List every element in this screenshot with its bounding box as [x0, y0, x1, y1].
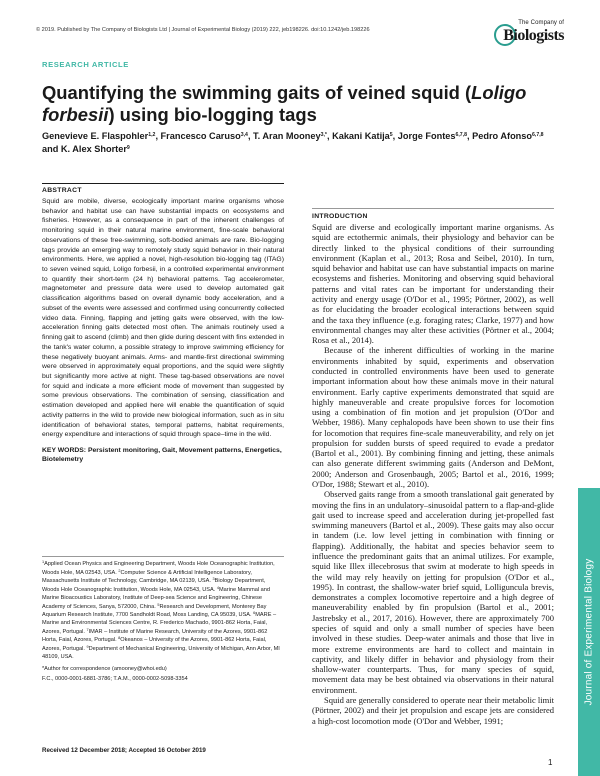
- logo-name-text: Biologists: [503, 27, 564, 44]
- author-affiliation-mark: 3,4: [240, 132, 248, 138]
- journal-side-tab: [578, 488, 600, 776]
- author-separator: and: [42, 144, 61, 155]
- author-name: Francesco Caruso: [160, 131, 241, 141]
- author-name: Pedro Afonso: [472, 131, 533, 141]
- affiliation-number: 9: [86, 645, 89, 650]
- title-prefix: Quantifying the swimming gaits of veined squid (: [42, 82, 472, 103]
- affiliation-number: 3: [212, 577, 215, 582]
- author-separator: ,: [326, 131, 333, 141]
- received-dates: Received 12 December 2018; Accepted 16 October 2019: [42, 747, 206, 754]
- author-affiliation-mark: 6,7,8: [532, 132, 544, 138]
- intro-paragraph: Squid are diverse and ecologically important marine organisms. As squid are ectothermic animals, their physiology and behavior can be directly linked to the physical conditions of their surrounding environment (Kaplan et al., 2013; Rosa and Seibel, 2010). In turn, squid behavior and habitat use can have substantial impacts on marine ecosystems and fisheries. Monitoring and observing squid behavioral patterns and vital rates can be important for understanding their activity and energy usage (O'Dor et al., 1995; Pörtner, 2002), as well as for elucidating the broader ecological interactions between squid and the taxa they influence (e.g. foraging rates; Clarke, 1977) and how environmental changes may alter these activities (Pörtner et al., 2004; Rosa et al., 2014).: [312, 222, 554, 346]
- affiliation-text: Computer Science & Artificial Intelligence Laboratory, Massachusetts Institute of Technology, Cambridge, MA 02139, USA.: [42, 569, 252, 585]
- affiliation-text: Biology Department, Woods Hole Oceanographic Institution, Woods Hole, MA 02543, USA.: [42, 578, 266, 594]
- keywords: [42, 446, 284, 465]
- author-affiliation-mark: 3,*: [320, 132, 327, 138]
- affiliation-number: 2: [118, 568, 121, 573]
- author-affiliation-mark: 9: [126, 145, 130, 152]
- author-separator: ,: [155, 131, 161, 141]
- affiliation-number: 4: [216, 586, 219, 591]
- author-separator: ,: [247, 131, 254, 141]
- page-number: 1: [548, 758, 553, 767]
- author-name: T. Aran Mooney: [253, 131, 321, 141]
- article-type-label: RESEARCH ARTICLE: [42, 60, 129, 69]
- intro-paragraph: Observed gaits range from a smooth translational gait generated by moving the fins in an undulatory–sinusoidal pattern to a flap-and-glide gait used to increase speed and acceleration during jet-propelled fast swimming maneuvers (Bartol et al., 2009). These gaits may also occur in tandem (i.e. low level jetting in combination with finning or flapping). Additionally, the habitat and species behavior seem to influence the predominant gaits that an animal utilizes. For example, squid like Illex illecebrosus that swim at moderate to high speeds in the wild may rely heavily on jetting for propulsion (O'Dor et al., 1995). In contrast, the shallow-water brief squid, Lolliguncula brevis, demonstrates a complex locomotive repertoire and a high degree of maneuverability enabled by fin propulsion (Bartol et al., 2001; Jastrebsky et al., 2017, 2016). However, there are approximately 700 species of squid and only a small number of species have been involved in these studies. Deep-water animals and those that live in more extreme environments are hard to collect and maintain in captivity, and likely differ in behavior and physiology from their shallow-water counterparts. Thus, for many species of squid, movement data may be best obtained via observations in their natural environment.: [312, 489, 554, 695]
- title-suffix: ) using bio-logging tags: [108, 104, 317, 126]
- abstract-text: Squid are mobile, diverse, ecologically important marine organisms whose behavior and habitat use can have substantial impacts on ecosystems and fisheries. However, as a consequence in part of the inherent challenges of monitoring squid in their natural marine environment, fine-scale behavioral observations of these free-swimming, soft-bodied animals are rare. Bio-logging tags provide an emerging way to remotely study squid behavior in their natural environments. Here, we applied a novel, high-resolution bio-logging tag (ITAG) to seven veined squid, Loligo forbesii, in a controlled experimental environment to quantify their short-term (24 h) behavioral patterns. Tag accelerometer, magnetometer and pressure data were used to develop automated gait classification algorithms based on overall dynamic body acceleration, and a subset of the events were assessed and confirmed using concurrently collected video data. Finning, flapping and jetting gaits were observed, with the low-acceleration finning gaits detected most often. The animals routinely used a finning gait to ascend (climb) and then glide during descent with fins extended in the tank's water column, a possible strategy to improve swimming efficiency for these negatively buoyant animals. Arms- and mantle-first directional swimming were observed in approximately equal proportions, and the squid were slightly but significantly more active at night. These tag-based observations are novel for squid and indicate a more efficient mode of movement than suggested by some previous observations. The combination of sensing, classification and estimation developed and applied here will enable the quantification of squid activity patterns in the wild to provide new biological information, such as in situ identification of behavioral states, temporal patterns, habitat requirements, energy expenditure and interactions of squid through space–time in the wild.: [42, 198, 284, 439]
- author-affiliation-mark: 1,2: [148, 132, 156, 138]
- intro-paragraph: Squid are generally considered to operate near their metabolic limit (Pörtner, 2002) and their jet propulsion and escape jets are considered a high-cost locomotion mode (O'Dor and Webber, 1991;: [312, 694, 554, 726]
- affiliation-number: 1: [42, 560, 45, 564]
- correspondence-note[interactable]: *Author for correspondence (amooney@whoi.edu): [42, 665, 167, 672]
- abstract-heading: ABSTRACT: [42, 187, 82, 194]
- article-title: [42, 82, 552, 126]
- affiliation-text: Marine Mammal and Marine Bioacoustics Laboratory, Institute of Deep-sea Science and Engineering, Chinese Academy of Sciences, Sanya, 572000, China.: [42, 587, 270, 610]
- keywords-text: Persistent monitoring, Gait, Movement patterns, Energetics, Biotelemetry: [42, 446, 282, 464]
- copyright-line: © 2019. Published by The Company of Biologists Ltd | Journal of Experimental Biology (2019) 222, jeb198226. doi:10.1242/jeb.198226: [36, 27, 370, 33]
- publisher-logo[interactable]: [494, 18, 564, 52]
- side-tab-text: Journal of Experimental Biology: [583, 558, 595, 706]
- affiliation-text: Research and Development, Monterey Bay Aquarium Research Institute, 7700 Sandholdt Road, Moss Landing, CA 95039, USA.: [42, 603, 267, 619]
- affiliation-number: 6: [253, 611, 256, 616]
- abstract-section: [42, 183, 284, 465]
- author-name: Jorge Fontes: [397, 131, 456, 141]
- affiliation-text: MARE – Marine and Environmental Sciences Centre, R. Frederico Machado, 9901-862 Horta, Faial, Azores, Portugal.: [42, 612, 277, 635]
- author-list: [42, 130, 557, 156]
- author-separator: ,: [392, 131, 398, 141]
- title-species: Loligo forbesii: [42, 82, 527, 126]
- orcid-line[interactable]: F.C., 0000-0001-6881-3786; T.A.M., 0000-0002-5098-3354: [42, 676, 188, 683]
- logo-top-text: The Company of: [518, 20, 564, 26]
- affiliations-block: [42, 556, 284, 684]
- author-affiliation-mark: 5: [389, 132, 393, 138]
- author-name: K. Alex Shorter: [60, 144, 127, 155]
- affiliation-number: 8: [118, 636, 121, 641]
- introduction-section: [312, 208, 554, 726]
- intro-paragraph: Because of the inherent difficulties of working in the marine environments inhabited by squid, experiments and observation conducted in controlled environments have been used to generate important information about how these animals move in their natural environment. Early captive experiments demonstrated that squid are highly maneuverable and create propulsive forces for locomotion using a combination of fin motion and jet propulsion (O'Dor and Webber, 1986). Many cephalopods have been shown to use their fins for locomotion that requires fine-scale maneuverability, and rely on jet propulsion for sudden bursts of speed required to evade a predator (Bartol et al., 2001). By combining finning and jetting, these animals can also generate different swimming gaits (Anderson and DeMont, 2000; Anderson and Grosenbaugh, 2005; Bartol et al., 2016, 1999; O'Dor, 1988; Stewart et al., 2010).: [312, 345, 554, 490]
- affiliation-text: IMAR – Institute of Marine Research, University of the Azores, 9901-862 Horta, Faial, Azores, Portugal.: [42, 628, 268, 644]
- author-affiliation-mark: 6,7,8: [455, 132, 468, 138]
- affiliation-text: Okeanos – University of the Azores, 9901-862 Horta, Faial, Azores, Portugal.: [42, 637, 267, 653]
- affiliation-text: Department of Mechanical Engineering, University of Michigan, Ann Arbor, MI 48109, USA.: [42, 646, 280, 660]
- author-name: Genevieve E. Flaspohler: [42, 131, 149, 141]
- introduction-heading: INTRODUCTION: [312, 213, 368, 220]
- affiliation-list: [42, 560, 284, 662]
- keywords-label: KEY WORDS:: [42, 446, 87, 454]
- author-name: Kakani Katija: [332, 131, 390, 141]
- affiliation-number: 7: [86, 627, 89, 632]
- affiliation-text: Applied Ocean Physics and Engineering Department, Woods Hole Oceanographic Institution, Woods Hole, MA 02543, USA.: [42, 561, 275, 576]
- author-separator: ,: [467, 131, 473, 141]
- affiliation-number: 5: [157, 602, 160, 607]
